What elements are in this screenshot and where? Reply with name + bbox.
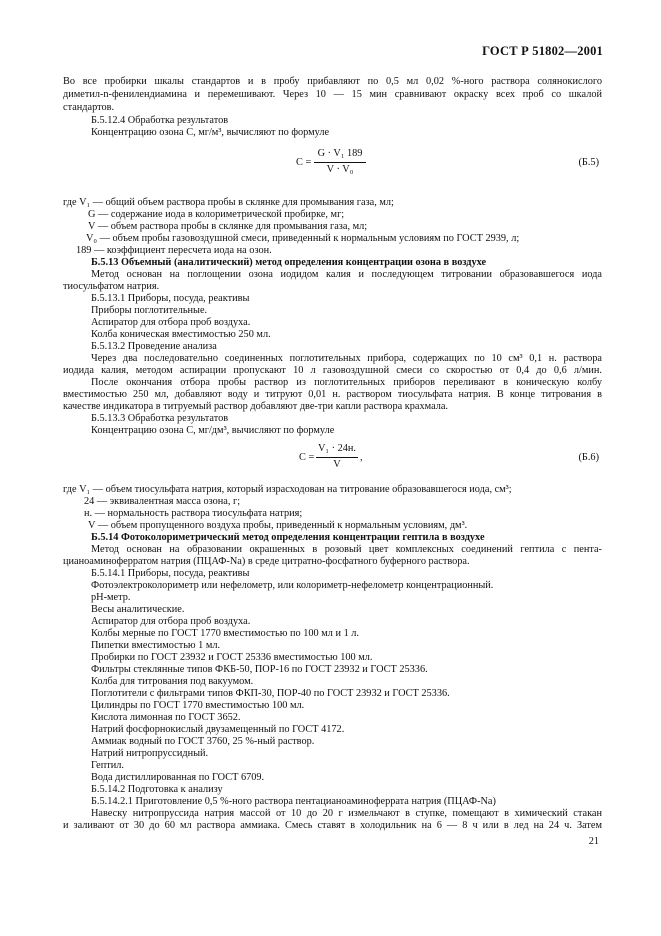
formula-numerator: V₁ · 24н. xyxy=(318,443,356,454)
list-item: Пипетки вместимостью 1 мл. xyxy=(91,640,221,651)
legend-line: G — содержание иода в колориметрической пробирке, мг; xyxy=(88,209,345,220)
text-line: Во все пробирки шкалы стандартов и в пробу прибавляют по 0,5 мл 0,02 %-ного раствора солянокислого xyxy=(63,76,602,87)
legend-line: V — объем пропущенного воздуха пробы, приведенный к нормальным условиям, дм³. xyxy=(88,520,468,531)
text-line: Концентрацию озона С, мг/м³, вычисляют по формуле xyxy=(91,127,330,138)
list-item: Пробирки по ГОСТ 23932 и ГОСТ 25336 вместимостью 100 мл. xyxy=(91,652,373,663)
section-heading: Б.5.14.1 Приборы, посуда, реактивы xyxy=(91,568,250,579)
list-item: Цилиндры по ГОСТ 1770 вместимостью 100 мл. xyxy=(91,700,305,711)
list-item: Вода дистиллированная по ГОСТ 6709. xyxy=(91,772,265,783)
list-item: Колбы мерные по ГОСТ 1770 вместимостью по 100 мл и 1 л. xyxy=(91,628,360,639)
text-line: Приборы поглотительные. xyxy=(91,305,208,316)
text-line: Метод основан на поглощении озона иодидом калия и последующем титровании образовавшегося иода xyxy=(91,269,602,280)
formula-denominator: V · V₀ xyxy=(326,164,354,175)
text-line: Через два последовательно соединенных поглотительных прибора, содержащих по 10 см³ 0,1 н. раствора xyxy=(91,353,602,364)
legend-line: 189 — коэффициент пересчета иода на озон. xyxy=(76,245,272,256)
list-item: Фильтры стеклянные типов ФКБ-50, ПОР-16 по ГОСТ 23932 и ГОСТ 25336. xyxy=(91,664,428,675)
text-line: Навеску нитропруссида натрия массой от 10 до 20 г измельчают в ступке, помещают в химический стакан xyxy=(91,808,602,819)
list-item: Колба для титрования под вакуумом. xyxy=(91,676,254,687)
fraction-bar xyxy=(314,162,366,163)
text-line: Концентрацию озона С, мг/дм³, вычисляют по формуле xyxy=(91,425,335,436)
list-item: Аммиак водный по ГОСТ 3760, 25 %-ный раствор. xyxy=(91,736,315,747)
section-heading: Б.5.13.2 Проведение анализа xyxy=(91,341,217,352)
text-line: иодида калия, методом аспирации пропускают 10 л газовоздушной смеси со скоростью от 0,4 до 0,6 л/мин. xyxy=(63,365,602,376)
text-line: и заливают от 30 до 60 мл раствора аммиака. Смесь ставят в холодильник на 6 — 8 ч или в лед на 24 ч. Затем xyxy=(63,820,602,831)
text-line: Колба коническая вместимостью 250 мл. xyxy=(91,329,271,340)
text-line: После окончания отбора пробы раствор из поглотительных приборов переливают в коническую колбу xyxy=(91,377,602,388)
text-line: качестве индикатора в титруемый раствор добавляют две-три капли раствора крахмала. xyxy=(63,401,449,412)
legend-line: V — объем раствора пробы в склянке для промывания газа, мл; xyxy=(88,221,368,232)
formula-lhs: C = xyxy=(299,452,315,463)
list-item: Весы аналитические. xyxy=(91,604,185,615)
legend-line: где V₁ — объем тиосульфата натрия, который израсходован на титрование образовавшегося иода, см³; xyxy=(63,484,512,495)
list-item: Аспиратор для отбора проб воздуха. xyxy=(91,616,251,627)
document-header: ГОСТ Р 51802—2001 xyxy=(482,44,603,58)
section-heading: Б.5.14.2.1 Приготовление 0,5 %-ного раствора пентацианоаминоферрата натрия (ПЦАФ-Na) xyxy=(91,796,496,807)
list-item: рН-метр. xyxy=(91,592,131,603)
page-number: 21 xyxy=(588,836,599,847)
formula-number: (Б.6) xyxy=(578,452,599,463)
text-line: стандартов. xyxy=(63,102,115,113)
text-line: Метод основан на образовании окрашенных в розовый цвет комплексных соединений гептила с пента- xyxy=(91,544,602,555)
text-line: диметил-n-фенилендиамина и перемешивают. Через 10 — 15 мин сравнивают окраску всех проб со шкалой xyxy=(63,89,602,100)
list-item: Фотоэлектроколориметр или нефелометр, или колориметр-нефелометр концентрационный. xyxy=(91,580,494,591)
section-heading: Б.5.13 Объемный (аналитический) метод определения концентрации озона в воздухе xyxy=(91,257,487,268)
list-item: Гептил. xyxy=(91,760,124,771)
section-heading: Б.5.14 Фотоколориметрический метод определения концентрации гептила в воздухе xyxy=(91,532,485,543)
formula-denominator: V xyxy=(333,459,341,470)
list-item: Натрий фосфорнокислый двузамещенный по ГОСТ 4172. xyxy=(91,724,345,735)
text-line: Аспиратор для отбора проб воздуха. xyxy=(91,317,251,328)
legend-line: 24 — эквивалентная масса озона, г; xyxy=(84,496,241,507)
formula-lhs: C = xyxy=(296,157,312,168)
text-line: тиосульфатом натрия. xyxy=(63,281,160,292)
list-item: Натрий нитропруссидный. xyxy=(91,748,209,759)
fraction-bar xyxy=(316,457,358,458)
legend-line: н. — нормальность раствора тиосульфата натрия; xyxy=(84,508,303,519)
formula-numerator: G · V₁ 189 xyxy=(317,148,363,159)
section-heading: Б.5.14.2 Подготовка к анализу xyxy=(91,784,223,795)
list-item: Кислота лимонная по ГОСТ 3652. xyxy=(91,712,241,723)
legend-line: V₀ — объем пробы газовоздушной смеси, приведенный к нормальным условиям по ГОСТ 2939, л; xyxy=(86,233,520,244)
section-heading: Б.5.13.3 Обработка результатов xyxy=(91,413,229,424)
section-heading: Б.5.13.1 Приборы, посуда, реактивы xyxy=(91,293,250,304)
section-heading: Б.5.12.4 Обработка результатов xyxy=(91,115,229,126)
list-item: Поглотители с фильтрами типов ФКП-30, ПОР-40 по ГОСТ 23932 и ГОСТ 25336. xyxy=(91,688,450,699)
legend-line: где V₁ — общий объем раствора пробы в склянке для промывания газа, мл; xyxy=(63,197,394,208)
text-line: вместимостью 250 мл, добавляют воду и титруют 0,01 н. раствором тиосульфата натрия. В конце титрования в xyxy=(63,389,602,400)
formula-number: (Б.5) xyxy=(578,157,599,168)
text-line: цианоаминоферратом натрия (ПЦАФ-Na) в среде цитратно-фосфатного буферного раствора. xyxy=(63,556,470,567)
formula-comma: , xyxy=(360,452,363,463)
